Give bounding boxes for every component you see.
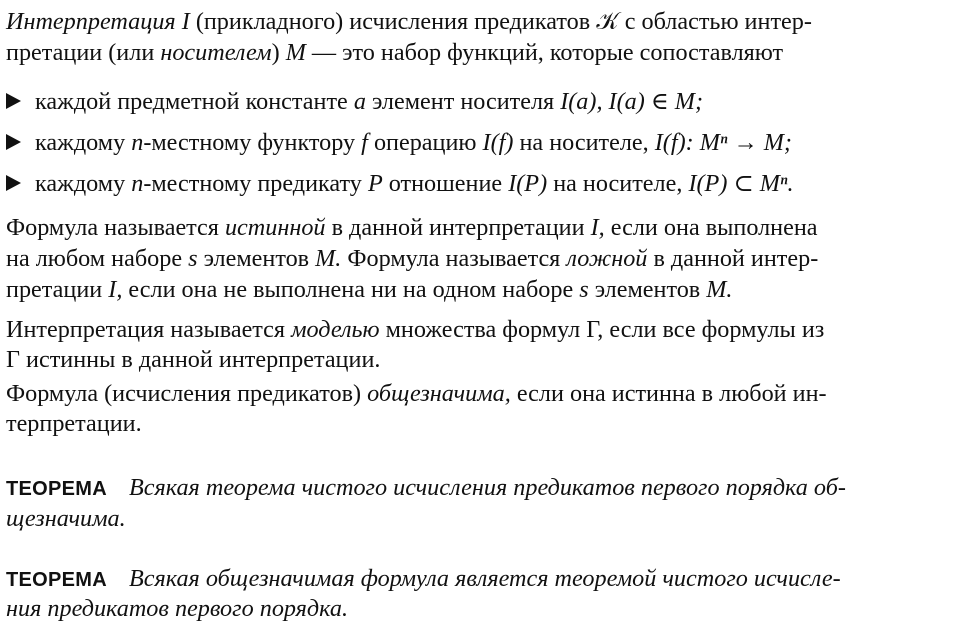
truth-line-3 xyxy=(6,276,732,304)
text: каждой предметной константе xyxy=(35,88,348,115)
symbol-n: n xyxy=(131,129,144,156)
text: элементов xyxy=(594,276,701,303)
text: элементов xyxy=(203,245,310,272)
text: если она не выполнена ни на одном наборе xyxy=(128,276,574,303)
text: на носителе, xyxy=(553,170,683,197)
text: -местному функтору xyxy=(143,129,356,156)
text: если она выполнена xyxy=(610,214,818,241)
definition-line-2 xyxy=(6,39,783,67)
text: Формула называется xyxy=(6,214,219,241)
formula: I(a), I(a) ∈ M; xyxy=(560,88,704,115)
theorem-1-line-2 xyxy=(6,505,126,533)
term-carrier: носителем xyxy=(160,39,272,66)
text: ) xyxy=(271,39,280,66)
text: каждому xyxy=(35,170,126,197)
text: каждому xyxy=(35,129,126,156)
theorem-2-line-2 xyxy=(6,595,348,623)
model-line-1 xyxy=(6,316,824,344)
text: -местному предикату xyxy=(143,170,362,197)
term-true: истинной xyxy=(224,214,326,241)
symbol-s: s xyxy=(579,276,589,303)
term-interpretation: Интерпретация xyxy=(6,8,176,35)
text: операцию xyxy=(373,129,477,156)
definition-line-1 xyxy=(6,8,812,36)
text: в данной интерпретации xyxy=(331,214,585,241)
text: Интерпретация называется xyxy=(6,316,286,343)
symbol-I: I, xyxy=(590,214,605,241)
truth-line-2 xyxy=(6,245,818,273)
triangle-bullet-icon xyxy=(6,134,21,150)
text: с областью интер- xyxy=(624,8,812,35)
symbol-I: I, xyxy=(108,276,123,303)
triangle-bullet-icon xyxy=(6,93,21,109)
theorem-text: Всякая теорема чистого исчисления предикатов первого порядка об- xyxy=(129,474,846,501)
text: (прикладного) исчисления предикатов xyxy=(195,8,591,35)
text: терпретации. xyxy=(6,410,142,437)
formula: I(f): Mⁿ → M; xyxy=(654,129,792,156)
text: Γ истинны в данной интерпретации. xyxy=(6,346,381,373)
text: отношение xyxy=(388,170,503,197)
theorem-label: ТЕОРЕМА xyxy=(6,569,107,591)
bullet-item-constant xyxy=(6,88,703,116)
theorem-1-line-1 xyxy=(6,474,846,503)
text: в данной интер- xyxy=(653,245,819,272)
term-model: моделью xyxy=(291,316,380,343)
text: на любом наборе xyxy=(6,245,183,272)
symbol-I: I xyxy=(181,8,190,35)
theorem-text: ния предикатов первого порядка. xyxy=(6,595,349,622)
theorem-2-line-1 xyxy=(6,565,841,594)
validity-line-1 xyxy=(6,380,827,408)
symbol-n: n xyxy=(131,170,144,197)
term-valid: общезначима, xyxy=(367,380,511,407)
formula: I(f) xyxy=(482,129,514,156)
theorem-label: ТЕОРЕМА xyxy=(6,478,107,500)
symbol-s: s xyxy=(188,245,198,272)
symbol-f: f xyxy=(361,129,368,156)
symbol-P: P xyxy=(367,170,383,197)
text: Формула (исчисления предикатов) xyxy=(6,380,362,407)
symbol-K: 𝒦 xyxy=(596,8,619,35)
theorem-text: щезначима. xyxy=(6,505,126,532)
symbol-M: M. xyxy=(706,276,733,303)
text: претации (или xyxy=(6,39,155,66)
validity-line-2 xyxy=(6,410,142,438)
text: если она истинна в любой ин- xyxy=(516,380,827,407)
triangle-bullet-icon xyxy=(6,175,21,191)
term-false: ложной xyxy=(566,245,648,272)
text: — это набор функций, которые сопоставляют xyxy=(311,39,784,66)
symbol-M: M. xyxy=(315,245,342,272)
text: претации xyxy=(6,276,103,303)
bullet-item-predicate xyxy=(6,170,794,198)
text: множества формул Γ, если все формулы из xyxy=(385,316,825,343)
text: на носителе, xyxy=(519,129,649,156)
truth-line-1 xyxy=(6,214,818,242)
symbol-M: M xyxy=(285,39,306,66)
symbol-a: a xyxy=(353,88,366,115)
theorem-text: Всякая общезначимая формула является теоремой чистого исчисле- xyxy=(129,565,841,592)
text: элемент носителя xyxy=(371,88,555,115)
formula: I(P) ⊂ Mⁿ. xyxy=(688,170,794,197)
model-line-2 xyxy=(6,346,380,374)
text: Формула называется xyxy=(347,245,561,272)
bullet-item-functor xyxy=(6,129,792,157)
formula: I(P) xyxy=(508,170,548,197)
